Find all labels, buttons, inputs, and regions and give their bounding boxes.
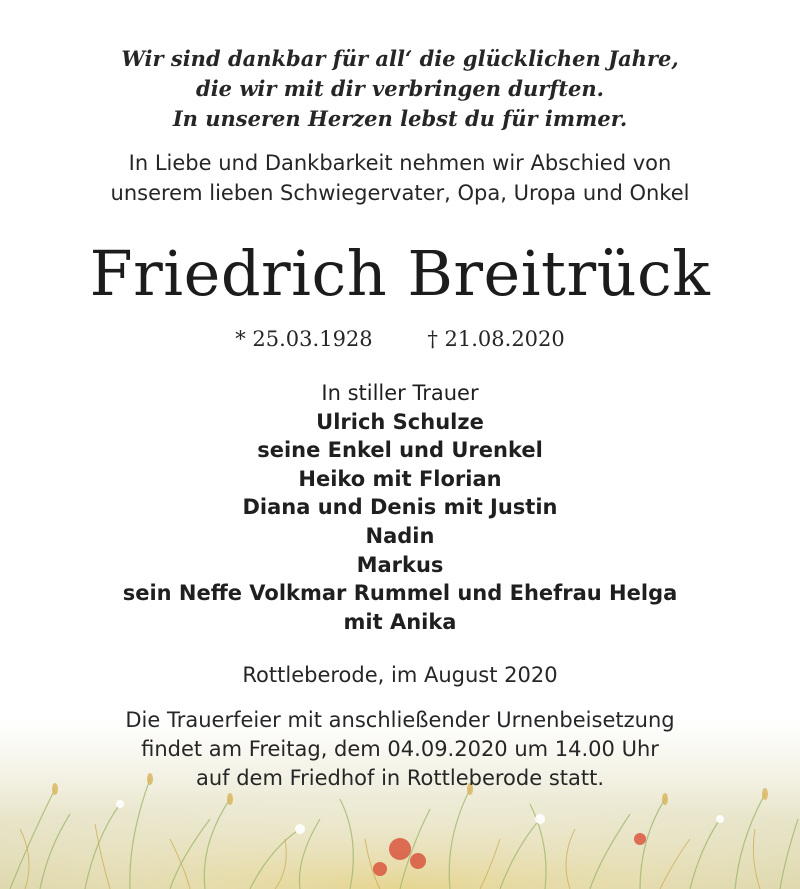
- intro-line: unserem lieben Schwiegervater, Opa, Uropa und Onkel: [110, 181, 690, 205]
- quote-line: Wir sind dankbar für all‘ die glücklichen Jahre,: [121, 46, 679, 71]
- mourners-list: [0, 379, 800, 636]
- quote-line: die wir mit dir verbringen durften.: [196, 76, 604, 101]
- place-and-date: Rottleberode, im August 2020: [242, 663, 558, 687]
- mourner-name: Markus: [356, 552, 444, 577]
- mourner-name: Nadin: [365, 523, 435, 548]
- death-date: † 21.08.2020: [427, 327, 565, 351]
- farewell-intro: [0, 148, 800, 208]
- quote-line: In unseren Herzen lebst du für immer.: [172, 106, 628, 131]
- funeral-ceremony-info: [0, 706, 800, 793]
- birth-date: * 25.03.1928: [235, 327, 373, 351]
- memorial-quote: [0, 44, 800, 134]
- mourner-name: Diana und Denis mit Justin: [242, 495, 558, 520]
- life-dates: [0, 324, 800, 354]
- intro-line: In Liebe und Dankbarkeit nehmen wir Abschied von: [128, 151, 672, 175]
- mourner-name: Ulrich Schulze: [316, 409, 484, 434]
- mourner-name: sein Neffe Volkmar Rummel und Ehefrau Helga: [122, 581, 678, 606]
- ceremony-line: findet am Freitag, dem 04.09.2020 um 14.00 Uhr: [141, 737, 659, 761]
- ceremony-line: auf dem Friedhof in Rottleberode statt.: [195, 766, 605, 790]
- mourners-lead: In stiller Trauer: [321, 381, 479, 405]
- ceremony-line: Die Trauerfeier mit anschließender Urnenbeisetzung: [125, 708, 675, 732]
- deceased-name: Friedrich Breitrück: [89, 237, 711, 310]
- mourner-name: Heiko mit Florian: [298, 466, 502, 491]
- mourner-name: seine Enkel und Urenkel: [257, 438, 543, 463]
- mourner-name: mit Anika: [343, 609, 457, 634]
